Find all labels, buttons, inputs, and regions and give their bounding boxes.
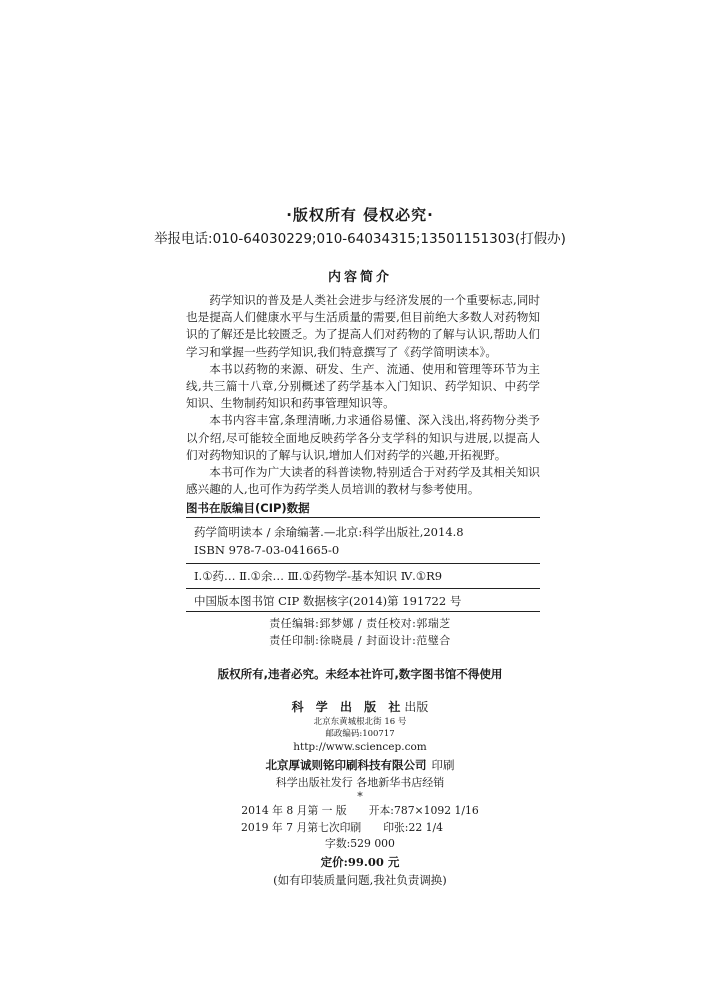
edition-first: 2014 年 8 月第 一 版	[241, 804, 347, 817]
intro-paragraph: 本书内容丰富,条理清晰,力求通俗易懂、深入浅出,将药物分类予以介绍,尽可能较全面地反映药学各分支学科的知识与进展,以提高人们对药物知识的了解与认识,增加人们对药学的兴趣,开拓视野。	[186, 413, 540, 462]
cip-record: 中国版本图书馆 CIP 数据核字(2014)第 191722 号	[194, 594, 462, 608]
publisher-postcode: 邮政编码:100717	[325, 729, 395, 739]
intro-body	[186, 292, 540, 498]
publisher-name: 科 学 出 版 社	[291, 700, 405, 714]
editor-credits: 责任编辑:郅梦娜 / 责任校对:郭瑞芝	[269, 617, 451, 630]
word-count: 字数:529 000	[325, 837, 395, 850]
cip-isbn: ISBN 978-7-03-041665-0	[194, 543, 340, 557]
publisher-address: 北京东黄城根北街 16 号	[313, 717, 407, 727]
cip-heading: 图书在版编目(CIP)数据	[186, 501, 310, 515]
cip-title-line: 药学简明读本 / 余瑜编著.—北京:科学出版社,2014.8	[194, 525, 464, 539]
distribution: 科学出版社发行 各地新华书店经销	[275, 776, 445, 789]
separator-star: *	[357, 790, 363, 803]
intro-paragraph: 本书可作为广大读者的科普读物,特别适合于对药学及其相关知识感兴趣的人,也可作为药学类人员培训的教材与参考使用。	[186, 465, 540, 497]
report-hotline: 举报电话:010-64030229;010-64034315;13501151303(打假办)	[154, 231, 566, 247]
cip-mid-rule-2	[186, 588, 540, 589]
cip-top-rule	[186, 517, 540, 518]
intro-paragraph: 药学知识的普及是人类社会进步与经济发展的一个重要标志,同时也是提高人们健康水平与生活质量的需要,但目前绝大多数人对药物知识的了解还是比较匮乏。为了提高人们对药物的了解与认识,帮助人们学习和掌握一些药学知识,我们特意撰写了《药学简明读本》。	[186, 293, 540, 359]
returns-note: (如有印装质量问题,我社负责调换)	[273, 872, 447, 887]
publisher-suffix: 出版	[404, 700, 429, 714]
publisher-url: http://www.sciencep.com	[293, 741, 427, 753]
cip-classification: Ⅰ.①药… Ⅱ.①余… Ⅲ.①药物学-基本知识 Ⅳ.①R9	[194, 569, 443, 583]
publisher-block	[0, 697, 720, 889]
price: 定价:99.00 元	[320, 854, 400, 869]
copyright-title: ·版权所有 侵权必究·	[286, 206, 434, 224]
edition-printing: 2019 年 7 月第七次印刷	[240, 820, 362, 834]
intro-title: 内容简介	[327, 270, 392, 285]
intro-paragraph: 本书以药物的来源、研发、生产、流通、使用和管理等环节为主线,共三篇十八章,分别概述了药学基本入门知识、药学知识、中药学知识、生物制药知识和药事管理知识等。	[186, 361, 540, 411]
print-sheets: 印张:22 1/4	[383, 820, 443, 834]
book-format: 开本:787×1092 1/16	[368, 804, 479, 817]
printer-name: 北京厚诚则铭印刷科技有限公司	[265, 758, 427, 772]
rights-notice: 版权所有,违者必究。未经本社许可,数字图书馆不得使用	[217, 667, 503, 681]
print-credits: 责任印制:徐晓晨 / 封面设计:范璧合	[269, 634, 451, 647]
printer-suffix: 印刷	[431, 758, 455, 772]
cip-mid-rule	[186, 563, 540, 564]
cip-bottom-rule	[186, 611, 540, 612]
